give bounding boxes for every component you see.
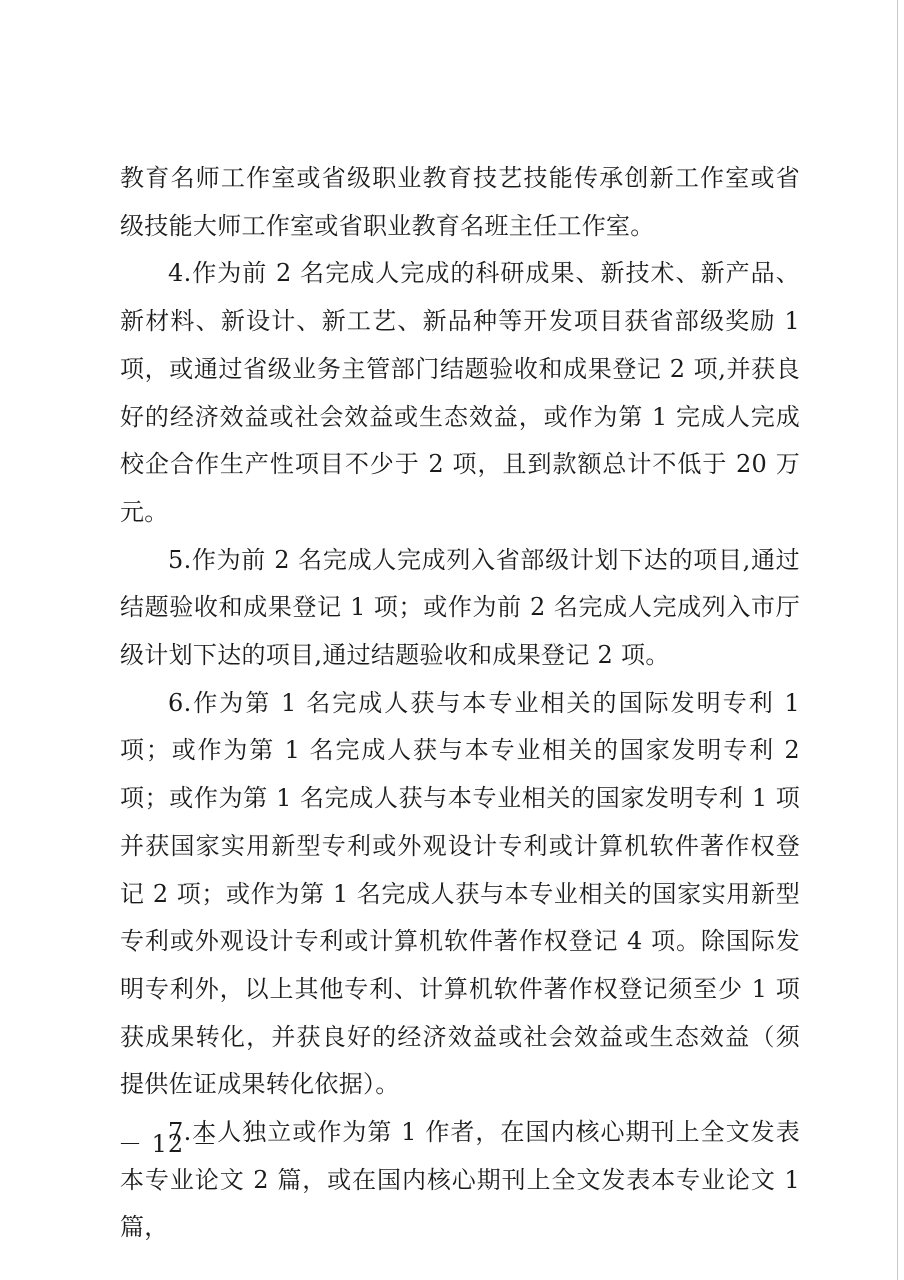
paragraph-item-6: 6.作为第 1 名完成人获与本专业相关的国际发明专利 1 项；或作为第 1 名完成人获与本专业相关的国家发明专利 2 项；或作为第 1 名完成人获与本专业相关的国家发明专利 1 项并获国家实用新型专利或外观设计专利或计算机软件著作权登记 2 项；或作为第 1 名完成人获与本专业相关的国家实用新型专利或外观设计专利或计算机软件著作权登记 4 项。除国际发明专利外，以上其他专利、计算机软件著作权登记须至少 1 项获成果转化，并获良好的经济效益或社会效益或生态效益（须提供佐证成果转化依据）。 [120, 688, 800, 1099]
paragraph-continuation: 教育名师工作室或省级职业教育技艺技能传承创新工作室或省级技能大师工作室或省职业教育名班主任工作室。 [120, 164, 800, 240]
paragraph-item-5: 5.作为前 2 名完成人完成列入省部级计划下达的项目,通过结题验收和成果登记 1 项；或作为前 2 名完成人完成列入市厅级计划下达的项目,通过结题验收和成果登记 2 项。 [120, 545, 800, 670]
page-edge-line [897, 0, 898, 1280]
page-number: － 12 － [118, 1130, 218, 1158]
paragraph-item-4: 4.作为前 2 名完成人完成的科研成果、新技术、新产品、新材料、新设计、新工艺、新品种等开发项目获省部级奖励 1 项，或通过省级业务主管部门结题验收和成果登记 2 项,并获良好的经济效益或社会效益或生态效益，或作为第 1 完成人完成校企合作生产性项目不少于 2 项，且到款额总计不低于 20 万元。 [120, 259, 800, 526]
paragraph-item-7: 7.本人独立或作为第 1 作者，在国内核心期刊上全文发表本专业论文 2 篇，或在国内核心期刊上全文发表本专业论文 1 篇， [120, 1118, 800, 1242]
body-text [120, 155, 800, 1252]
